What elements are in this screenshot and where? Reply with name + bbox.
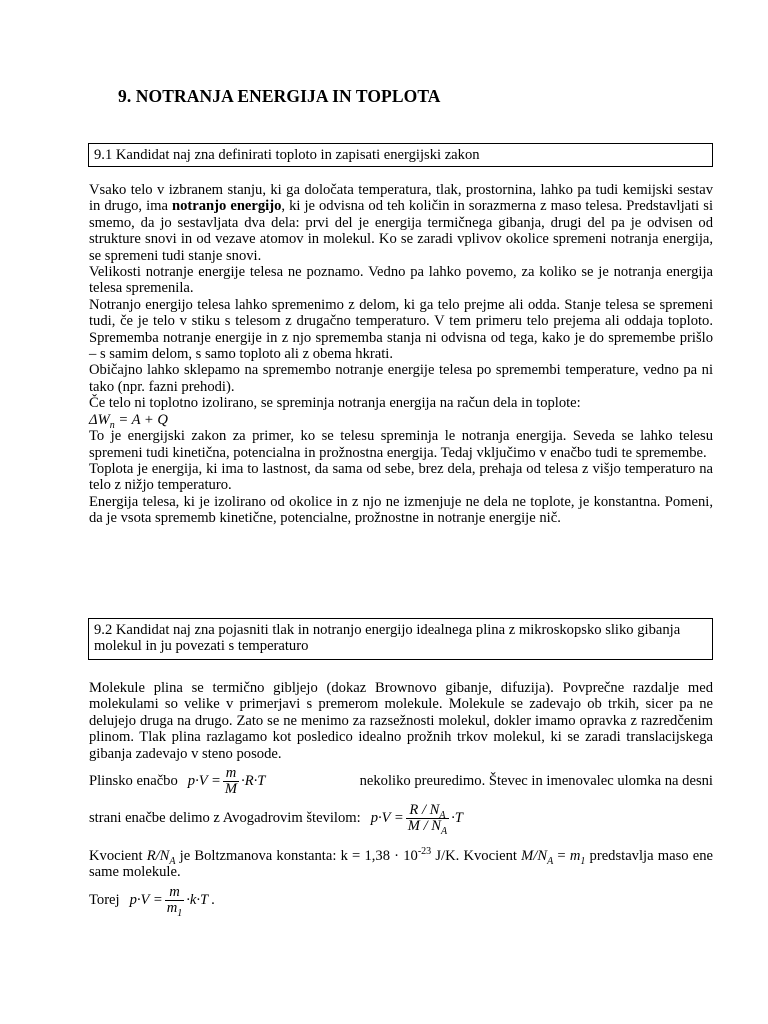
paragraph: To je energijski zakon za primer, ko se telesu spreminja le notranja energija. Seveda se lahko telesu spremeni tudi kinetična, potencialna in prožnostna energija. Tedaj vključimo v enačbo tudi te spremembe. [89,428,713,461]
paragraph: Velikosti notranje energije telesa ne poznamo. Vedno pa lahko povemo, za koliko se je notranja energija telesa spremenila. [89,264,713,297]
section-9-1-body [89,182,713,527]
paragraph: Toplota je energija, ki ima to lastnost, da sama od sebe, brez dela, prehaja od telesa z višjo temperaturo na telo z nižjo temperaturo. [89,460,713,494]
fraction: $\frac{m}{m_1}$ [166,883,183,919]
fraction: $\frac{R / N_A}{M / N_A}$ [407,802,448,837]
objective-text: 9.2 Kandidat naj zna pojasniti tlak in notranjo energijo idealnega plina z mikroskopsko sliko gibanja molekul in ju povezati s temperaturo [94,622,681,655]
paragraph: Če telo ni toplotno izolirano, se spreminja notranja energija na račun dela in toplote: [89,395,581,412]
paragraph: Energija telesa, ki je izolirano od okolice in z njo ne izmenjuje ne dela ne toplote, je konstantna. Pomeni, da je vsota sprememb kinetične, potencialne, prožnostne in notranje energije nič. [89,493,713,527]
paragraph: Vsako telo v izbranem stanju, ki ga določata temperatura, tlak, prostornina, lahko pa tudi kemijski sestav in drugo, ima notranjo energijo, ki je odvisna od teh količin in sorazmerna z maso telesa. Predstavljati si smemo, da jo sestavljata dva dela: prvi del je energija termičnega gibanja, drugi del pa je odvisen od strukture snovi in od vezave atomov in molekul. Ko se zaradi vplivov okolice spremeni notranja energija, se spremeni tudi stanje snovi. [89,182,713,264]
chapter-heading: 9. NOTRANJA ENERGIJA IN TOPLOTA [118,86,441,106]
objective-box-9-1 [88,143,713,167]
section-9-2-body [89,680,713,919]
fraction: $\frac{m}{M}$ [224,765,238,798]
paragraph: Notranjo energijo telesa lahko spremenimo z delom, ki ga telo prejme ali odda. Stanje telesa se spremeni tudi, če je telo v stiku s telesom z drugačno temperaturo. V tem primeru telo prejema ali oddaja toploto. Sprememba notranje energije in z njo sprememba stanja ni odvisna od tega, kako je do spremembe prišlo – s samim delom, s samo toploto ali z obema hkrati. [89,296,713,363]
paragraph: Običajno lahko sklepamo na spremembo notranje energije telesa po spremembi temperature, vedno pa ni tako (npr. fazni prehodi). [89,362,713,395]
objective-text: 9.1 Kandidat naj zna definirati toploto in zapisati energijski zakon [94,147,480,163]
energy-equation: $\Delta W_n = A + Q$ [89,411,168,431]
boltzmann-equation-line: Torej p·V = $\frac{m}{m_1}$ ·k·T . [89,883,216,919]
bold-term: notranjo energijo [172,198,282,215]
gas-equation-line: Plinsko enačbo p·V = $\frac{m}{M}$ ·R·T nekoliko preuredimo. Števec in imenovalec ulomka na desni [89,765,713,798]
avogadro-equation-line: strani enačbe delimo z Avogadrovim številom: p·V = $\frac{R / N_A}{M / N_A}$ ·T [89,802,463,837]
objective-box-9-2 [88,618,713,660]
paragraph: Molekule plina se termično gibljejo (dokaz Brownovo gibanje, difuzija). Povprečne razdalje med molekulami so velike v primerjavi s premerom molekule. Molekule se zadevajo ob trkih, sicer pa ne delujejo druga na drugo. Zato se ne menimo za razsežnosti molekul, dokler imamo opravka z razredčenim plinom. Tlak plina razlagamo kot posledico idealno prožnih trkov molekul, ki se zaradi translacijskega gibanja zadevajo v steno posode. [89,680,713,762]
paragraph: Kvocient $R/N_A$ je Boltzmanova konstanta: $k = 1,38 \cdot 10^{-23}$ J/K. Kvocient $M/N_A = m_1$ predstavlja maso ene same molekule. [89,846,713,881]
